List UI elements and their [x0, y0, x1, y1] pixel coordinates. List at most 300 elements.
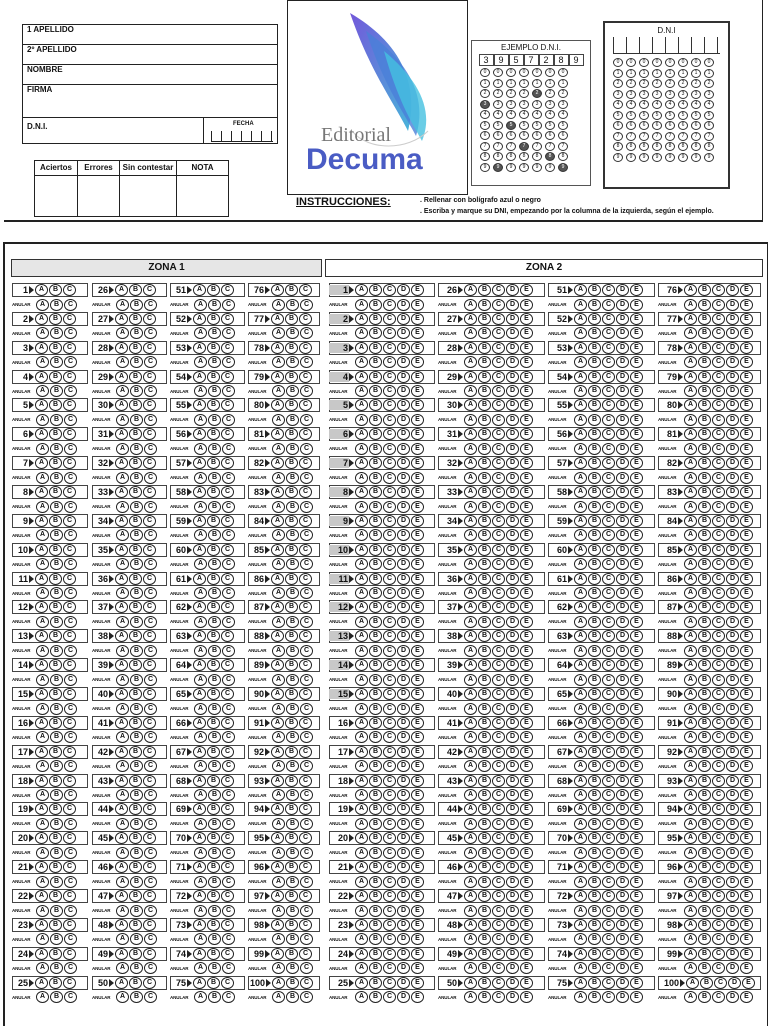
anular-bubble-b[interactable]: B [208, 847, 221, 859]
answer-bubble-e[interactable]: E [740, 313, 753, 325]
answer-bubble-e[interactable]: E [630, 371, 643, 383]
anular-bubble-a[interactable]: A [194, 933, 207, 945]
answer-bubble-a[interactable]: A [684, 659, 697, 671]
anular-bubble-d[interactable]: D [506, 472, 519, 484]
answer-bubble-b[interactable]: B [207, 457, 220, 469]
anular-bubble-a[interactable]: A [36, 962, 49, 974]
anular-bubble-a[interactable]: A [355, 962, 368, 974]
anular-bubble-c[interactable]: C [144, 558, 157, 570]
anular-bubble-b[interactable]: B [588, 299, 601, 311]
anular-bubble-d[interactable]: D [726, 703, 739, 715]
anular-bubble-d[interactable]: D [506, 299, 519, 311]
answer-bubble-b[interactable]: B [588, 284, 601, 296]
anular-bubble-d[interactable]: D [616, 703, 629, 715]
anular-bubble-b[interactable]: B [130, 674, 143, 686]
anular-bubble-c[interactable]: C [492, 876, 505, 888]
anular-bubble-d[interactable]: D [506, 962, 519, 974]
answer-bubble-a[interactable]: A [35, 746, 48, 758]
answer-bubble-a[interactable]: A [574, 486, 587, 498]
anular-bubble-d[interactable]: D [506, 876, 519, 888]
anular-bubble-e[interactable]: E [740, 443, 753, 455]
answer-bubble-c[interactable]: C [383, 977, 396, 989]
anular-bubble-e[interactable]: E [520, 443, 533, 455]
answer-bubble-c[interactable]: C [383, 717, 396, 729]
anular-bubble-c[interactable]: C [492, 327, 505, 339]
anular-bubble-b[interactable]: B [698, 587, 711, 599]
answer-bubble-e[interactable]: E [630, 832, 643, 844]
answer-bubble-c[interactable]: C [299, 457, 312, 469]
dni-bubble[interactable]: 6 [704, 121, 714, 130]
anular-bubble-b[interactable]: B [369, 818, 382, 830]
answer-bubble-c[interactable]: C [492, 775, 505, 787]
answer-bubble-d[interactable]: D [397, 717, 410, 729]
answer-bubble-a[interactable]: A [115, 746, 128, 758]
answer-bubble-b[interactable]: B [49, 313, 62, 325]
anular-bubble-a[interactable]: A [116, 876, 129, 888]
anular-bubble-b[interactable]: B [698, 703, 711, 715]
anular-bubble-b[interactable]: B [369, 731, 382, 743]
anular-bubble-b[interactable]: B [478, 414, 491, 426]
answer-bubble-d[interactable]: D [506, 342, 519, 354]
answer-bubble-d[interactable]: D [616, 977, 629, 989]
dni-bubble[interactable]: 3 [665, 90, 675, 99]
answer-bubble-a[interactable]: A [193, 948, 206, 960]
answer-bubble-e[interactable]: E [740, 573, 753, 585]
answer-bubble-a[interactable]: A [271, 746, 284, 758]
dni-bubble[interactable]: 0 [665, 58, 675, 67]
answer-bubble-e[interactable]: E [520, 544, 533, 556]
answer-bubble-a[interactable]: A [115, 601, 128, 613]
answer-bubble-a[interactable]: A [35, 486, 48, 498]
anular-bubble-c[interactable]: C [712, 501, 725, 513]
anular-bubble-d[interactable]: D [616, 789, 629, 801]
answer-bubble-e[interactable]: E [630, 573, 643, 585]
answer-bubble-b[interactable]: B [49, 515, 62, 527]
anular-bubble-d[interactable]: D [506, 991, 519, 1003]
answer-bubble-e[interactable]: E [520, 371, 533, 383]
answer-bubble-b[interactable]: B [49, 486, 62, 498]
answer-bubble-a[interactable]: A [355, 688, 368, 700]
anular-bubble-b[interactable]: B [50, 731, 63, 743]
anular-bubble-c[interactable]: C [602, 299, 615, 311]
anular-bubble-e[interactable]: E [740, 501, 753, 513]
anular-bubble-c[interactable]: C [144, 731, 157, 743]
answer-bubble-b[interactable]: B [478, 284, 491, 296]
example-dni-bubble[interactable]: 4 [532, 110, 542, 119]
answer-bubble-a[interactable]: A [35, 948, 48, 960]
anular-bubble-b[interactable]: B [208, 818, 221, 830]
anular-bubble-e[interactable]: E [740, 356, 753, 368]
answer-bubble-c[interactable]: C [221, 919, 234, 931]
answer-bubble-b[interactable]: B [285, 861, 298, 873]
dni-bubble[interactable]: 9 [652, 153, 662, 162]
answer-bubble-c[interactable]: C [492, 342, 505, 354]
answer-bubble-c[interactable]: C [602, 890, 615, 902]
anular-bubble-b[interactable]: B [130, 991, 143, 1003]
answer-bubble-e[interactable]: E [630, 486, 643, 498]
anular-bubble-b[interactable]: B [50, 299, 63, 311]
answer-bubble-c[interactable]: C [602, 977, 615, 989]
anular-bubble-c[interactable]: C [712, 616, 725, 628]
anular-bubble-b[interactable]: B [208, 962, 221, 974]
anular-bubble-a[interactable]: A [684, 529, 697, 541]
dni-bubble[interactable]: 3 [678, 90, 688, 99]
anular-bubble-a[interactable]: A [355, 674, 368, 686]
anular-bubble-c[interactable]: C [712, 299, 725, 311]
anular-bubble-a[interactable]: A [684, 472, 697, 484]
dni-bubble[interactable]: 9 [678, 153, 688, 162]
anular-bubble-a[interactable]: A [272, 587, 285, 599]
anular-bubble-b[interactable]: B [208, 558, 221, 570]
answer-bubble-b[interactable]: B [207, 515, 220, 527]
answer-bubble-b[interactable]: B [478, 890, 491, 902]
anular-bubble-d[interactable]: D [726, 760, 739, 772]
answer-bubble-b[interactable]: B [129, 601, 142, 613]
anular-bubble-c[interactable]: C [144, 299, 157, 311]
answer-bubble-a[interactable]: A [193, 746, 206, 758]
answer-bubble-b[interactable]: B [588, 688, 601, 700]
anular-bubble-e[interactable]: E [411, 933, 424, 945]
anular-bubble-c[interactable]: C [602, 501, 615, 513]
anular-bubble-c[interactable]: C [602, 818, 615, 830]
anular-bubble-a[interactable]: A [194, 501, 207, 513]
answer-bubble-d[interactable]: D [616, 371, 629, 383]
answer-bubble-c[interactable]: C [63, 977, 76, 989]
answer-bubble-a[interactable]: A [193, 803, 206, 815]
anular-bubble-b[interactable]: B [286, 327, 299, 339]
anular-bubble-c[interactable]: C [712, 991, 725, 1003]
anular-bubble-d[interactable]: D [616, 558, 629, 570]
anular-bubble-a[interactable]: A [194, 876, 207, 888]
anular-bubble-d[interactable]: D [397, 587, 410, 599]
answer-bubble-e[interactable]: E [630, 803, 643, 815]
example-dni-bubble[interactable]: 9 [493, 163, 503, 172]
anular-bubble-a[interactable]: A [464, 299, 477, 311]
answer-bubble-c[interactable]: C [63, 342, 76, 354]
answer-bubble-c[interactable]: C [299, 601, 312, 613]
answer-bubble-c[interactable]: C [383, 457, 396, 469]
answer-bubble-a[interactable]: A [35, 832, 48, 844]
anular-bubble-c[interactable]: C [64, 443, 77, 455]
answer-bubble-d[interactable]: D [726, 428, 739, 440]
anular-bubble-b[interactable]: B [478, 501, 491, 513]
answer-bubble-a[interactable]: A [115, 457, 128, 469]
answer-bubble-c[interactable]: C [383, 486, 396, 498]
answer-bubble-b[interactable]: B [698, 832, 711, 844]
anular-bubble-d[interactable]: D [397, 760, 410, 772]
anular-bubble-c[interactable]: C [492, 356, 505, 368]
anular-bubble-c[interactable]: C [300, 674, 313, 686]
anular-bubble-b[interactable]: B [698, 933, 711, 945]
answer-bubble-c[interactable]: C [602, 688, 615, 700]
answer-bubble-c[interactable]: C [602, 515, 615, 527]
answer-bubble-c[interactable]: C [492, 313, 505, 325]
anular-bubble-e[interactable]: E [411, 587, 424, 599]
anular-bubble-b[interactable]: B [588, 443, 601, 455]
anular-bubble-d[interactable]: D [397, 501, 410, 513]
dni-bubble[interactable]: 2 [626, 79, 636, 88]
anular-bubble-a[interactable]: A [116, 299, 129, 311]
answer-bubble-a[interactable]: A [115, 428, 128, 440]
dni-bubble[interactable]: 3 [652, 90, 662, 99]
anular-bubble-c[interactable]: C [492, 645, 505, 657]
answer-bubble-a[interactable]: A [35, 342, 48, 354]
anular-bubble-c[interactable]: C [492, 818, 505, 830]
anular-bubble-a[interactable]: A [574, 414, 587, 426]
anular-bubble-e[interactable]: E [740, 587, 753, 599]
anular-bubble-a[interactable]: A [464, 327, 477, 339]
anular-bubble-a[interactable]: A [684, 616, 697, 628]
anular-bubble-b[interactable]: B [698, 443, 711, 455]
dni-bubble[interactable]: 2 [704, 79, 714, 88]
answer-bubble-a[interactable]: A [355, 746, 368, 758]
dni-write-boxes[interactable] [613, 37, 720, 54]
answer-bubble-a[interactable]: A [574, 717, 587, 729]
anular-bubble-c[interactable]: C [712, 558, 725, 570]
answer-bubble-e[interactable]: E [520, 977, 533, 989]
dni-bubble[interactable]: 5 [652, 111, 662, 120]
answer-bubble-d[interactable]: D [506, 832, 519, 844]
answer-bubble-b[interactable]: B [285, 890, 298, 902]
answer-bubble-c[interactable]: C [492, 601, 505, 613]
answer-bubble-a[interactable]: A [464, 832, 477, 844]
anular-bubble-c[interactable]: C [144, 587, 157, 599]
answer-bubble-e[interactable]: E [411, 775, 424, 787]
answer-bubble-d[interactable]: D [616, 601, 629, 613]
answer-bubble-a[interactable]: A [574, 284, 587, 296]
anular-bubble-a[interactable]: A [684, 356, 697, 368]
dni-bubble[interactable]: 7 [691, 132, 701, 141]
answer-bubble-b[interactable]: B [207, 832, 220, 844]
answer-bubble-c[interactable]: C [299, 486, 312, 498]
anular-bubble-b[interactable]: B [208, 299, 221, 311]
anular-bubble-b[interactable]: B [130, 876, 143, 888]
anular-bubble-b[interactable]: B [130, 933, 143, 945]
field-apellido1[interactable] [23, 25, 277, 45]
anular-bubble-c[interactable]: C [712, 847, 725, 859]
anular-bubble-d[interactable]: D [616, 501, 629, 513]
anular-bubble-a[interactable]: A [684, 587, 697, 599]
anular-bubble-b[interactable]: B [588, 876, 601, 888]
anular-bubble-b[interactable]: B [478, 616, 491, 628]
answer-bubble-c[interactable]: C [143, 573, 156, 585]
anular-bubble-a[interactable]: A [36, 645, 49, 657]
anular-bubble-a[interactable]: A [36, 760, 49, 772]
answer-bubble-c[interactable]: C [712, 688, 725, 700]
anular-bubble-a[interactable]: A [194, 818, 207, 830]
answer-bubble-b[interactable]: B [588, 977, 601, 989]
answer-bubble-b[interactable]: B [478, 919, 491, 931]
answer-bubble-b[interactable]: B [207, 890, 220, 902]
anular-bubble-a[interactable]: A [272, 962, 285, 974]
anular-bubble-a[interactable]: A [36, 558, 49, 570]
answer-bubble-b[interactable]: B [285, 428, 298, 440]
field-firma[interactable] [23, 85, 277, 118]
answer-bubble-c[interactable]: C [492, 630, 505, 642]
anular-bubble-a[interactable]: A [36, 385, 49, 397]
answer-bubble-c[interactable]: C [221, 601, 234, 613]
anular-bubble-b[interactable]: B [208, 674, 221, 686]
answer-bubble-b[interactable]: B [369, 428, 382, 440]
answer-bubble-c[interactable]: C [712, 544, 725, 556]
answer-bubble-e[interactable]: E [740, 775, 753, 787]
anular-bubble-a[interactable]: A [464, 529, 477, 541]
anular-bubble-a[interactable]: A [116, 501, 129, 513]
answer-bubble-b[interactable]: B [129, 486, 142, 498]
answer-bubble-a[interactable]: A [35, 573, 48, 585]
answer-bubble-b[interactable]: B [49, 890, 62, 902]
answer-bubble-a[interactable]: A [464, 688, 477, 700]
answer-bubble-d[interactable]: D [397, 948, 410, 960]
answer-bubble-e[interactable]: E [630, 601, 643, 613]
answer-bubble-b[interactable]: B [698, 313, 711, 325]
anular-bubble-b[interactable]: B [286, 991, 299, 1003]
answer-bubble-c[interactable]: C [602, 832, 615, 844]
dni-bubble[interactable]: 2 [652, 79, 662, 88]
anular-bubble-c[interactable]: C [64, 760, 77, 772]
dni-bubble[interactable]: 5 [626, 111, 636, 120]
answer-bubble-a[interactable]: A [464, 630, 477, 642]
example-dni-bubble[interactable]: 9 [545, 163, 555, 172]
anular-bubble-a[interactable]: A [355, 876, 368, 888]
dni-bubble[interactable]: 1 [678, 69, 688, 78]
anular-bubble-d[interactable]: D [616, 356, 629, 368]
answer-bubble-d[interactable]: D [397, 746, 410, 758]
example-dni-bubble[interactable]: 5 [493, 121, 503, 130]
answer-bubble-b[interactable]: B [588, 919, 601, 931]
anular-bubble-b[interactable]: B [478, 703, 491, 715]
answer-bubble-a[interactable]: A [193, 861, 206, 873]
answer-bubble-a[interactable]: A [574, 659, 587, 671]
anular-bubble-e[interactable]: E [740, 529, 753, 541]
answer-bubble-b[interactable]: B [698, 371, 711, 383]
anular-bubble-c[interactable]: C [222, 327, 235, 339]
anular-bubble-a[interactable]: A [272, 674, 285, 686]
answer-bubble-e[interactable]: E [411, 573, 424, 585]
anular-bubble-a[interactable]: A [355, 905, 368, 917]
anular-bubble-a[interactable]: A [355, 933, 368, 945]
answer-bubble-a[interactable]: A [193, 688, 206, 700]
answer-bubble-c[interactable]: C [712, 775, 725, 787]
anular-bubble-a[interactable]: A [116, 847, 129, 859]
answer-bubble-a[interactable]: A [271, 515, 284, 527]
answer-bubble-b[interactable]: B [207, 919, 220, 931]
anular-bubble-a[interactable]: A [684, 847, 697, 859]
answer-bubble-c[interactable]: C [63, 630, 76, 642]
answer-bubble-c[interactable]: C [602, 803, 615, 815]
answer-bubble-d[interactable]: D [616, 746, 629, 758]
anular-bubble-b[interactable]: B [208, 645, 221, 657]
answer-bubble-a[interactable]: A [464, 399, 477, 411]
answer-bubble-b[interactable]: B [588, 630, 601, 642]
answer-bubble-a[interactable]: A [271, 861, 284, 873]
answer-bubble-e[interactable]: E [411, 486, 424, 498]
answer-bubble-a[interactable]: A [574, 457, 587, 469]
answer-bubble-a[interactable]: A [35, 601, 48, 613]
answer-bubble-b[interactable]: B [369, 313, 382, 325]
anular-bubble-a[interactable]: A [272, 703, 285, 715]
anular-bubble-c[interactable]: C [144, 991, 157, 1003]
answer-bubble-b[interactable]: B [369, 746, 382, 758]
anular-bubble-e[interactable]: E [740, 674, 753, 686]
anular-bubble-e[interactable]: E [740, 645, 753, 657]
anular-bubble-a[interactable]: A [464, 414, 477, 426]
answer-bubble-e[interactable]: E [630, 746, 643, 758]
answer-bubble-e[interactable]: E [740, 544, 753, 556]
answer-bubble-a[interactable]: A [193, 717, 206, 729]
anular-bubble-a[interactable]: A [574, 674, 587, 686]
answer-bubble-d[interactable]: D [616, 803, 629, 815]
anular-bubble-d[interactable]: D [726, 587, 739, 599]
example-dni-bubble[interactable]: 4 [506, 110, 516, 119]
answer-bubble-c[interactable]: C [63, 948, 76, 960]
anular-bubble-e[interactable]: E [740, 905, 753, 917]
anular-bubble-b[interactable]: B [286, 616, 299, 628]
dni-bubble[interactable]: 4 [691, 100, 701, 109]
dni-bubble[interactable]: 4 [652, 100, 662, 109]
answer-bubble-b[interactable]: B [285, 371, 298, 383]
anular-bubble-c[interactable]: C [144, 472, 157, 484]
answer-bubble-a[interactable]: A [684, 717, 697, 729]
answer-bubble-d[interactable]: D [616, 399, 629, 411]
dni-bubble[interactable]: 4 [613, 100, 623, 109]
answer-bubble-c[interactable]: C [63, 803, 76, 815]
anular-bubble-c[interactable]: C [383, 731, 396, 743]
answer-bubble-a[interactable]: A [574, 428, 587, 440]
anular-bubble-c[interactable]: C [222, 616, 235, 628]
answer-bubble-c[interactable]: C [602, 313, 615, 325]
answer-bubble-a[interactable]: A [684, 688, 697, 700]
answer-bubble-c[interactable]: C [383, 803, 396, 815]
answer-bubble-a[interactable]: A [115, 342, 128, 354]
example-dni-bubble[interactable]: 4 [493, 110, 503, 119]
anular-bubble-e[interactable]: E [740, 558, 753, 570]
anular-bubble-d[interactable]: D [616, 731, 629, 743]
anular-bubble-d[interactable]: D [726, 731, 739, 743]
answer-bubble-e[interactable]: E [740, 659, 753, 671]
anular-bubble-a[interactable]: A [194, 443, 207, 455]
answer-bubble-c[interactable]: C [492, 977, 505, 989]
answer-bubble-a[interactable]: A [193, 544, 206, 556]
answer-bubble-c[interactable]: C [221, 284, 234, 296]
anular-bubble-a[interactable]: A [116, 731, 129, 743]
anular-bubble-e[interactable]: E [740, 876, 753, 888]
anular-bubble-c[interactable]: C [300, 905, 313, 917]
anular-bubble-e[interactable]: E [411, 847, 424, 859]
answer-bubble-b[interactable]: B [369, 371, 382, 383]
dni-bubble[interactable]: 2 [678, 79, 688, 88]
anular-bubble-c[interactable]: C [602, 414, 615, 426]
dni-bubble[interactable]: 8 [704, 142, 714, 151]
anular-bubble-c[interactable]: C [144, 529, 157, 541]
answer-bubble-b[interactable]: B [285, 573, 298, 585]
anular-bubble-d[interactable]: D [397, 356, 410, 368]
answer-bubble-b[interactable]: B [478, 371, 491, 383]
anular-bubble-e[interactable]: E [411, 876, 424, 888]
anular-bubble-b[interactable]: B [369, 385, 382, 397]
answer-bubble-b[interactable]: B [286, 977, 299, 989]
dni-bubble[interactable]: 3 [626, 90, 636, 99]
answer-bubble-a[interactable]: A [464, 717, 477, 729]
anular-bubble-c[interactable]: C [64, 587, 77, 599]
anular-bubble-c[interactable]: C [383, 876, 396, 888]
answer-bubble-d[interactable]: D [506, 659, 519, 671]
answer-bubble-e[interactable]: E [520, 919, 533, 931]
anular-bubble-a[interactable]: A [464, 847, 477, 859]
answer-bubble-e[interactable]: E [520, 601, 533, 613]
answer-bubble-b[interactable]: B [129, 457, 142, 469]
anular-bubble-e[interactable]: E [630, 299, 643, 311]
